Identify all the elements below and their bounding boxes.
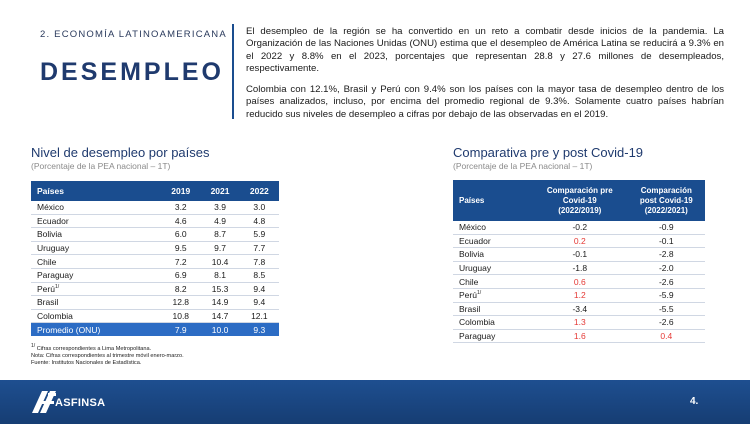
value-cell: 7.8 [240, 255, 279, 269]
table-row [453, 316, 705, 330]
intro-text [246, 26, 724, 130]
value-cell: -0.1 [532, 248, 628, 262]
value-cell: 0.6 [532, 275, 628, 289]
country-cell: Perú$^{1/}$ [31, 282, 161, 296]
table-row [31, 309, 279, 323]
value-cell: 0.4 [628, 329, 705, 343]
country-cell: Brasil [453, 302, 532, 316]
value-cell: -0.1 [628, 234, 705, 248]
footnotes [31, 343, 184, 367]
table-row [453, 275, 705, 289]
value-cell: 1.6 [532, 329, 628, 343]
value-cell: -2.8 [628, 248, 705, 262]
col-header: Países [31, 181, 161, 201]
value-cell: 7.9 [161, 323, 200, 336]
value-cell: 12.1 [240, 309, 279, 323]
value-cell: 8.5 [240, 268, 279, 282]
country-cell: Promedio (ONU) [31, 323, 161, 336]
value-cell: 4.6 [161, 214, 200, 228]
value-cell: -0.9 [628, 221, 705, 234]
value-cell: -5.5 [628, 302, 705, 316]
divider [232, 24, 234, 119]
intro-paragraph-1: El desempleo de la región se ha convertido en un reto a combatir desde inicios de la pandemia. La Organización de las Naciones Unidas (ONU) estima que el desempleo de América Latina se reducirá a 9.3% en el 2022 y 8.8% en el 2023, porcentajes que representan 28.8 y 27.6 millones de desempleados, respectivamente. [246, 26, 724, 74]
country-cell: Colombia [453, 316, 532, 330]
col-header: 2022 [240, 181, 279, 201]
value-cell: 9.7 [200, 241, 239, 255]
table-header-row [453, 180, 705, 221]
country-cell: Paraguay [31, 268, 161, 282]
table2-title: Comparativa pre y post Covid-19 [453, 145, 644, 160]
country-cell: Bolivia [453, 248, 532, 262]
table-row [453, 302, 705, 316]
col-header: 2019 [161, 181, 200, 201]
comparison-table [453, 180, 705, 343]
table-row [453, 234, 705, 248]
value-cell: 1.3 [532, 316, 628, 330]
country-cell: Bolivia [31, 228, 161, 242]
col-header: Comparación post Covid-19 (2022/2021) [628, 180, 705, 221]
value-cell: 10.4 [200, 255, 239, 269]
table-header-row [31, 181, 279, 201]
value-cell: 14.9 [200, 296, 239, 310]
page-number: 4. [690, 396, 699, 407]
footnote-3: Fuente: Institutos Nacionales de Estadística. [31, 359, 142, 366]
footnote-1: $^{1/}$ Cifras correspondientes a Lima Metropolitana. [31, 343, 152, 352]
country-cell: Uruguay [453, 261, 532, 275]
table1-title: Nivel de desempleo por países [31, 145, 210, 160]
value-cell: -5.9 [628, 288, 705, 302]
col-header: Comparación pre Covid-19 (2022/2019) [532, 180, 628, 221]
table-row [453, 288, 705, 302]
value-cell: 3.2 [161, 201, 200, 214]
brand-name: ASFINSA [55, 397, 106, 409]
country-cell: Colombia [31, 309, 161, 323]
country-cell: Perú$^{1/}$ [453, 288, 532, 302]
country-cell: Ecuador [31, 214, 161, 228]
value-cell: 3.9 [200, 201, 239, 214]
value-cell: 10.8 [161, 309, 200, 323]
value-cell: -2.0 [628, 261, 705, 275]
country-cell: Chile [31, 255, 161, 269]
unemployment-table [31, 181, 279, 336]
value-cell: 0.2 [532, 234, 628, 248]
table2-subtitle: (Porcentaje de la PEA nacional – 1T) [453, 161, 593, 171]
value-cell: 6.9 [161, 268, 200, 282]
country-cell: México [453, 221, 532, 234]
value-cell: -0.2 [532, 221, 628, 234]
table-row [453, 221, 705, 234]
value-cell: 8.1 [200, 268, 239, 282]
table-row [31, 228, 279, 242]
value-cell: 7.7 [240, 241, 279, 255]
country-cell: Ecuador [453, 234, 532, 248]
value-cell: 7.2 [161, 255, 200, 269]
footnote-2: Nota: Cifras correspondientes al trimestre móvil enero-marzo. [31, 352, 184, 359]
value-cell: -1.8 [532, 261, 628, 275]
country-cell: Chile [453, 275, 532, 289]
table-row [31, 214, 279, 228]
value-cell: 9.3 [240, 323, 279, 336]
table-row [31, 255, 279, 269]
value-cell: 14.7 [200, 309, 239, 323]
value-cell: -3.4 [532, 302, 628, 316]
value-cell: 4.8 [240, 214, 279, 228]
table-row [31, 201, 279, 214]
section-label: 2. ECONOMÍA LATINOAMERICANA [40, 29, 227, 40]
intro-paragraph-2: Colombia con 12.1%, Brasil y Perú con 9.4% son los países con la mayor tasa de desempleo dentro de los países analizados, incluso, por encima del promedio regional de 9.3%. Solamente cuatro países habrían reducido sus niveles de desempleo a cifras por debajo de las observadas en el 2019. [246, 84, 724, 120]
value-cell: 9.5 [161, 241, 200, 255]
value-cell: 3.0 [240, 201, 279, 214]
value-cell: 8.2 [161, 282, 200, 296]
value-cell: 1.2 [532, 288, 628, 302]
table-row [453, 261, 705, 275]
table-row [453, 329, 705, 343]
value-cell: 10.0 [200, 323, 239, 336]
table-row [31, 296, 279, 310]
value-cell: 8.7 [200, 228, 239, 242]
table-row [31, 282, 279, 296]
table-row [453, 248, 705, 262]
table1-subtitle: (Porcentaje de la PEA nacional – 1T) [31, 161, 171, 171]
country-cell: Uruguay [31, 241, 161, 255]
value-cell: 6.0 [161, 228, 200, 242]
value-cell: 15.3 [200, 282, 239, 296]
value-cell: -2.6 [628, 275, 705, 289]
value-cell: 5.9 [240, 228, 279, 242]
col-header: Países [453, 180, 532, 221]
value-cell: 12.8 [161, 296, 200, 310]
country-cell: México [31, 201, 161, 214]
average-row [31, 323, 279, 336]
value-cell: 4.9 [200, 214, 239, 228]
value-cell: -2.6 [628, 316, 705, 330]
country-cell: Brasil [31, 296, 161, 310]
col-header: 2021 [200, 181, 239, 201]
table-row [31, 268, 279, 282]
value-cell: 9.4 [240, 296, 279, 310]
table-row [31, 241, 279, 255]
page-title: DESEMPLEO [40, 58, 224, 86]
country-cell: Paraguay [453, 329, 532, 343]
value-cell: 9.4 [240, 282, 279, 296]
